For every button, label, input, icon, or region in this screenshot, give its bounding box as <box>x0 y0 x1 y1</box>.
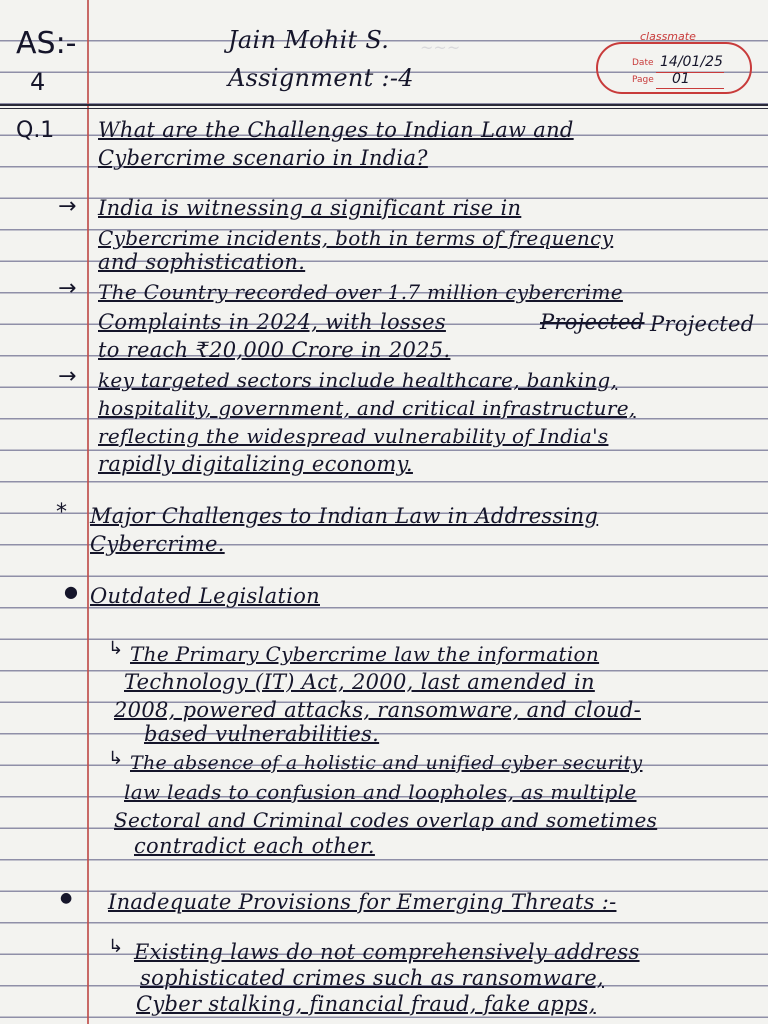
as-label: AS:- <box>16 26 77 61</box>
p2-line-2a: Complaints in 2024, with losses <box>98 310 446 334</box>
arrow-icon: → <box>58 194 77 219</box>
question-line-1: What are the Challenges to Indian Law and <box>98 118 574 142</box>
s1p2-line-3: Sectoral and Criminal codes overlap and sometimes <box>114 808 658 832</box>
p3-line-3: reflecting the widespread vulnerability of India's <box>98 424 609 448</box>
s1p1-line-1: The Primary Cybercrime law the information <box>130 642 600 666</box>
arrow-icon-3: → <box>58 364 77 389</box>
p2-line-2b: Projected <box>650 312 755 336</box>
sub-heading-2: Inadequate Provisions for Emerging Threats :- <box>108 890 617 914</box>
s1p1-line-2: Technology (IT) Act, 2000, last amended in <box>124 670 595 694</box>
margin-line <box>87 0 89 1024</box>
p2-struck-word: Projected <box>540 310 645 334</box>
arrow-icon-2: → <box>58 276 77 301</box>
as-number: 4 <box>30 68 46 96</box>
s2p1-line-1: Existing laws do not comprehensively address <box>134 940 640 964</box>
p1-line-2: Cybercrime incidents, both in terms of frequency <box>98 226 614 250</box>
student-name: Jain Mohit S. <box>228 26 390 54</box>
s1p1-line-4: based vulnerabilities. <box>144 722 380 746</box>
p2-line-3: to reach ₹20,000 Crore in 2025. <box>98 338 451 362</box>
star-bullet: * <box>56 500 67 525</box>
header-rule-2 <box>0 108 768 109</box>
sub-arrow-icon-2: ↳ <box>108 748 124 769</box>
p3-line-4: rapidly digitalizing economy. <box>98 452 413 476</box>
page-label: Page <box>632 75 654 85</box>
date-label: Date <box>632 58 654 68</box>
page-rule <box>656 88 724 89</box>
question-marker: Q.1 <box>16 118 55 143</box>
s2p1-line-3: Cyber stalking, financial fraud, fake apps, <box>136 992 596 1016</box>
p1-line-3: and sophistication. <box>98 250 306 274</box>
date-value: 14/01/25 <box>660 54 723 70</box>
heading-line-2: Cybercrime. <box>90 532 225 556</box>
sub-heading-1: Outdated Legislation <box>90 584 320 608</box>
s1p2-line-1: The absence of a holistic and unified cyber security <box>130 752 643 774</box>
bullet-dot: ● <box>64 582 78 601</box>
p3-line-1: key targeted sectors include healthcare, banking, <box>98 368 618 392</box>
s1p2-line-2: law leads to confusion and loopholes, as multiple <box>124 780 637 804</box>
s1p2-line-4: contradict each other. <box>134 834 375 858</box>
s2p1-line-2: sophisticated crimes such as ransomware, <box>140 966 604 990</box>
p3-line-2: hospitality, government, and critical infrastructure, <box>98 396 636 420</box>
heading-line-1: Major Challenges to Indian Law in Addressing <box>90 504 599 528</box>
brand-logo: classmate <box>640 30 696 43</box>
sub-arrow-icon-3: ↳ <box>108 936 124 957</box>
p2-line-1: The Country recorded over 1.7 million cybercrime <box>98 280 623 304</box>
p1-line-1: India is witnessing a significant rise in <box>98 196 522 220</box>
bullet-dot-2: ● <box>60 890 73 906</box>
question-line-2: Cybercrime scenario in India? <box>98 146 428 170</box>
bleed-through: ~~~ <box>420 38 461 57</box>
s1p1-line-3: 2008, powered attacks, ransomware, and cloud- <box>114 698 641 722</box>
sub-arrow-icon: ↳ <box>108 638 124 659</box>
assignment-title: Assignment :-4 <box>228 64 414 92</box>
header-rule <box>0 104 768 106</box>
page-value: 01 <box>672 71 690 87</box>
date-rule <box>656 72 724 73</box>
